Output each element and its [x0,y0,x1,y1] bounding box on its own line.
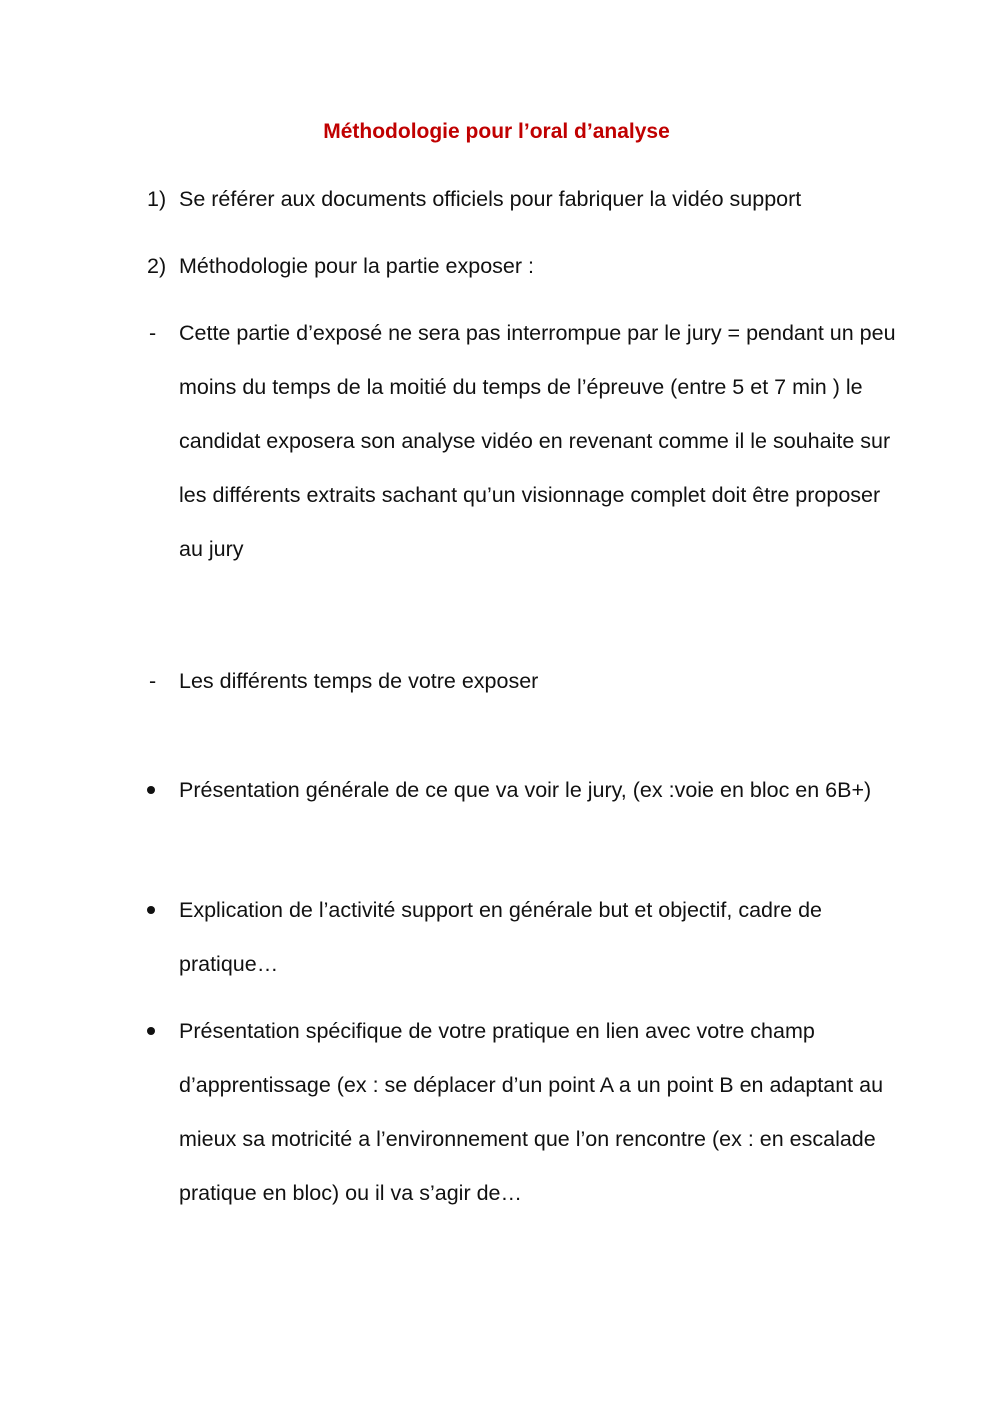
list-number: 1) [147,187,167,211]
list-item-text: Les différents temps de votre exposer [179,669,539,693]
list-item-text: Méthodologie pour la partie exposer : [179,254,534,278]
list-item-text: Présentation spécifique de votre pratique en lien avec votre champ d’apprentissage (ex : se déplacer d’un point A a un point B en adaptant au mieux sa motricité a l’environnement que l’on rencontre (ex : en escalade pratique en bloc) ou il va s’agir de… [179,1019,884,1205]
dash-marker: - [149,321,157,345]
document-title: Méthodologie pour l’oral d’analyse [323,120,670,143]
list-number: 2) [147,254,167,278]
list-item-text: Cette partie d’exposé ne sera pas interrompue par le jury = pendant un peu moins du temps de la moitié du temps de l’épreuve (entre 5 et 7 min ) le candidat exposera son analyse vidéo en revenant comme il le souhaite sur les différents extraits sachant qu’un visionnage complet doit être proposer au jury [179,321,896,561]
bullet-icon [147,786,155,794]
list-item-text: Présentation générale de ce que va voir le jury, (ex :voie en bloc en 6B+) [179,778,872,802]
bullet-icon [147,906,155,914]
list-item-text: Se référer aux documents officiels pour fabriquer la vidéo support [179,187,802,211]
dash-marker: - [149,669,157,693]
list-item-text: Explication de l’activité support en générale but et objectif, cadre de pratique… [179,898,823,976]
bullet-icon [147,1027,155,1035]
